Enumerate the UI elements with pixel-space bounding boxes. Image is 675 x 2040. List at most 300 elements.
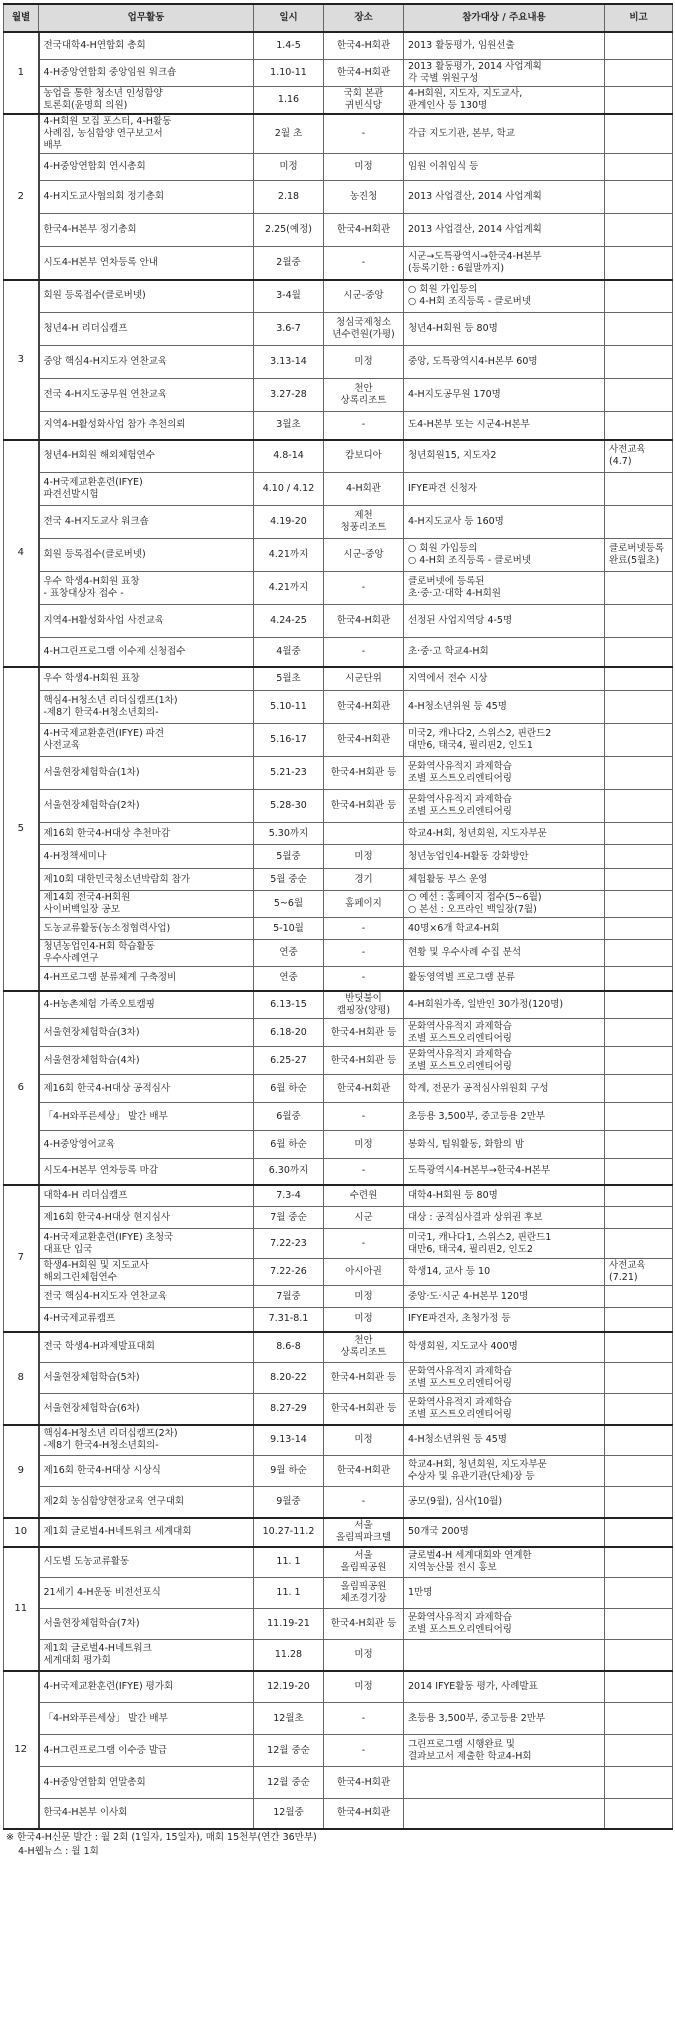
table-row (4, 1332, 673, 1363)
table-row (4, 1671, 673, 1703)
activity-cell: 전국 4-H지도공무원 연찬교육 (39, 379, 254, 412)
place-cell: 경기 (324, 869, 404, 891)
content-cell: 문화역사유적지 과제학습 조별 포스트오리엔티어링 (404, 790, 605, 823)
activity-cell: 전국 핵심4-H지도자 연찬교육 (39, 1286, 254, 1308)
place-cell: 서울 올림픽파크텔 (324, 1518, 404, 1547)
activity-cell: 「4-H와푸른세상」 발간 배부 (39, 1103, 254, 1131)
note-cell (605, 1547, 673, 1578)
footnote-webnews: 4-H웹뉴스 : 월 1회 (18, 1845, 99, 1857)
date-cell: 4.21까지 (254, 572, 324, 605)
note-cell: 사전교육(4.7) (605, 440, 673, 473)
date-cell: 6.13-15 (254, 991, 324, 1019)
place-cell: - (324, 940, 404, 967)
activity-cell: 핵심4-H청소년 리더십캠프(1차) -제8기 한국4-H청소년회의- (39, 691, 254, 724)
month-cell: 12 (4, 1671, 39, 1829)
activity-cell: 4-H중앙연합회 연시총회 (39, 154, 254, 181)
table-row (4, 346, 673, 379)
table-row (4, 1456, 673, 1487)
date-cell: 7.22-26 (254, 1259, 324, 1286)
table-row (4, 379, 673, 412)
date-cell: 5.10-11 (254, 691, 324, 724)
note-cell (605, 605, 673, 638)
place-cell: 미정 (324, 1286, 404, 1308)
table-row (4, 214, 673, 247)
content-cell: 선정된 사업지역당 4-5명 (404, 605, 605, 638)
place-cell: 천안 상록리조트 (324, 379, 404, 412)
date-cell: 10.27-11.2 (254, 1518, 324, 1547)
place-cell: 한국4-H회관 (324, 214, 404, 247)
place-cell: 한국4-H회관 (324, 691, 404, 724)
activity-cell: 전국 학생4-H과제발표대회 (39, 1332, 254, 1363)
month-cell: 11 (4, 1547, 39, 1671)
content-cell: 도특광역시4-H본부→한국4-H본부 (404, 1159, 605, 1185)
month-cell: 6 (4, 991, 39, 1185)
activity-cell: 제1회 글로벌4-H네트워크 세계대회 평가회 (39, 1640, 254, 1671)
table-row (4, 1394, 673, 1425)
activity-cell: 4-H프로그램 분류체계 구축정비 (39, 967, 254, 991)
table-row (4, 154, 673, 181)
table-row (4, 1703, 673, 1735)
place-cell: 한국4-H회관 (324, 1767, 404, 1799)
date-cell: 1.4-5 (254, 32, 324, 59)
place-cell: - (324, 1487, 404, 1518)
header-note: 비고 (605, 4, 673, 32)
content-cell: 학생14, 교사 등 10 (404, 1259, 605, 1286)
table-row (4, 1425, 673, 1456)
place-cell: 한국4-H회관 (324, 1456, 404, 1487)
place-cell: - (324, 1103, 404, 1131)
table-row (4, 724, 673, 757)
content-cell: 대학4-H회원 등 80명 (404, 1185, 605, 1207)
activity-cell: 4-H국제교환훈련(IFYE) 파견선발시험 (39, 473, 254, 506)
note-cell (605, 1159, 673, 1185)
activity-cell: 4-H중앙영어교육 (39, 1131, 254, 1159)
content-cell: 2013 사업결산, 2014 사업계획 (404, 181, 605, 214)
annual-plan-table (3, 3, 673, 1830)
activity-cell: 청년농업인4-H회 학습활동 우수사례연구 (39, 940, 254, 967)
content-cell: 미국1, 캐나다1, 스위스2, 핀란드1 대만6, 태국4, 필리핀2, 인도2 (404, 1229, 605, 1259)
date-cell: 2월 초 (254, 114, 324, 154)
activity-cell: 전국대학4-H연합회 총회 (39, 32, 254, 59)
place-cell: - (324, 918, 404, 940)
content-cell: 청년회원15, 지도자2 (404, 440, 605, 473)
activity-cell: 서울현장체험학습(5차) (39, 1363, 254, 1394)
note-cell (605, 1075, 673, 1103)
place-cell: 미정 (324, 1131, 404, 1159)
table-row (4, 247, 673, 280)
content-cell: 체험활동 부스 운영 (404, 869, 605, 891)
note-cell (605, 1286, 673, 1308)
content-cell: 도4-H본부 또는 시군4-H본부 (404, 412, 605, 440)
place-cell: 한국4-H회관 등 (324, 1363, 404, 1394)
activity-cell: 도농교류활동(농소정협력사업) (39, 918, 254, 940)
date-cell: 12.19-20 (254, 1671, 324, 1703)
place-cell: 캄보디아 (324, 440, 404, 473)
table-row (4, 1047, 673, 1075)
content-cell: 초등용 3,500부, 중고등용 2만부 (404, 1103, 605, 1131)
date-cell: 4.24-25 (254, 605, 324, 638)
content-cell: 4-H지도교사 등 160명 (404, 506, 605, 539)
date-cell: 6.18-20 (254, 1019, 324, 1047)
date-cell: 5.21-23 (254, 757, 324, 790)
table-row (4, 823, 673, 845)
note-cell (605, 1767, 673, 1799)
activity-cell: 4-H국제교환훈련(IFYE) 평가회 (39, 1671, 254, 1703)
date-cell: 6월 하순 (254, 1075, 324, 1103)
date-cell: 미정 (254, 154, 324, 181)
place-cell: 아시아권 (324, 1259, 404, 1286)
table-row (4, 32, 673, 59)
table-row (4, 790, 673, 823)
content-cell: 공모(9월), 심사(10월) (404, 1487, 605, 1518)
content-cell: 미국2, 캐나다2, 스위스2, 핀란드2 대만6, 태국4, 필리핀2, 인도1 (404, 724, 605, 757)
note-cell (605, 313, 673, 346)
content-cell: 학계, 전문가 공적심사위원회 구성 (404, 1075, 605, 1103)
date-cell: 2.18 (254, 181, 324, 214)
table-row (4, 638, 673, 667)
table-header-row (4, 4, 673, 32)
activity-cell: 제16회 한국4-H대상 시상식 (39, 1456, 254, 1487)
table-row (4, 1103, 673, 1131)
date-cell: 12월중 (254, 1799, 324, 1829)
table-row (4, 940, 673, 967)
place-cell: 시군단위 (324, 667, 404, 691)
content-cell: 청년농업인4-H활동 강화방안 (404, 845, 605, 869)
activity-cell: 「4-H와푸른세상」 발간 배부 (39, 1703, 254, 1735)
content-cell: 활동영역별 프로그램 분류 (404, 967, 605, 991)
date-cell: 5~6월 (254, 891, 324, 918)
table-row (4, 506, 673, 539)
date-cell: 5.28-30 (254, 790, 324, 823)
content-cell: 문화역사유적지 과제학습 조별 포스트오리엔티어링 (404, 1394, 605, 1425)
content-cell: 임원 이취임식 등 (404, 154, 605, 181)
table-row (4, 967, 673, 991)
content-cell: 문화역사유적지 과제학습 조별 포스트오리엔티어링 (404, 1609, 605, 1640)
content-cell: 초등용 3,500부, 중고등용 2만부 (404, 1703, 605, 1735)
activity-cell: 제2회 농심함양현장교육 연구대회 (39, 1487, 254, 1518)
table-row (4, 691, 673, 724)
header-date: 일시 (254, 4, 324, 32)
content-cell: 글로벌4-H 세계대회와 연계한 지역농산물 전시 홍보 (404, 1547, 605, 1578)
place-cell: 미정 (324, 1308, 404, 1332)
note-cell (605, 638, 673, 667)
table-body (4, 32, 673, 1829)
date-cell: 1.16 (254, 86, 324, 114)
table-row (4, 1609, 673, 1640)
content-cell: 중앙·도·시군 4-H본부 120명 (404, 1286, 605, 1308)
note-cell (605, 823, 673, 845)
content-cell (404, 1640, 605, 1671)
activity-cell: 시도별 도농교류활동 (39, 1547, 254, 1578)
content-cell: IFYE파견 신청자 (404, 473, 605, 506)
place-cell: 국회 본관 귀빈식당 (324, 86, 404, 114)
table-row (4, 181, 673, 214)
date-cell: 3-4월 (254, 280, 324, 313)
note-cell (605, 1229, 673, 1259)
date-cell: 7.3-4 (254, 1185, 324, 1207)
note-cell (605, 181, 673, 214)
place-cell: 미정 (324, 154, 404, 181)
content-cell: 클로버넷에 등록된 초·중·고·대학 4-H회원 (404, 572, 605, 605)
activity-cell: 제14회 전국4-H회원 사이버백일장 공모 (39, 891, 254, 918)
date-cell: 9.13-14 (254, 1425, 324, 1456)
note-cell (605, 1363, 673, 1394)
note-cell (605, 86, 673, 114)
activity-cell: 한국4-H본부 정기총회 (39, 214, 254, 247)
date-cell: 12월 중순 (254, 1767, 324, 1799)
place-cell (324, 823, 404, 845)
place-cell: 천안 상록리조트 (324, 1332, 404, 1363)
date-cell: 6.30까지 (254, 1159, 324, 1185)
table-row (4, 1578, 673, 1609)
date-cell: 1.10-11 (254, 59, 324, 86)
content-cell: 문화역사유적지 과제학습 조별 포스트오리엔티어링 (404, 757, 605, 790)
note-cell (605, 1425, 673, 1456)
place-cell: - (324, 572, 404, 605)
table-row (4, 440, 673, 473)
note-cell (605, 691, 673, 724)
header-month: 월별 (4, 4, 39, 32)
date-cell: 11. 1 (254, 1547, 324, 1578)
note-cell (605, 869, 673, 891)
month-cell: 4 (4, 440, 39, 667)
table-row (4, 757, 673, 790)
date-cell: 5월중 (254, 845, 324, 869)
activity-cell: 4-H국제교류캠프 (39, 1308, 254, 1332)
date-cell: 8.20-22 (254, 1363, 324, 1394)
date-cell: 8.27-29 (254, 1394, 324, 1425)
place-cell: 농진청 (324, 181, 404, 214)
table-row (4, 86, 673, 114)
date-cell: 5-10월 (254, 918, 324, 940)
table-row (4, 869, 673, 891)
footnotes (0, 1832, 675, 1858)
place-cell: 올림픽공원 체조경기장 (324, 1578, 404, 1609)
note-cell (605, 114, 673, 154)
table-row (4, 1075, 673, 1103)
date-cell: 4.8-14 (254, 440, 324, 473)
place-cell: - (324, 1735, 404, 1767)
place-cell: 미정 (324, 1425, 404, 1456)
activity-cell: 4-H회원 모집 포스터, 4-H활동 사례집, 농심함양 연구보고서 배부 (39, 114, 254, 154)
date-cell: 9월중 (254, 1487, 324, 1518)
note-cell (605, 379, 673, 412)
place-cell: 미정 (324, 1671, 404, 1703)
table-row (4, 1487, 673, 1518)
month-cell: 1 (4, 32, 39, 114)
activity-cell: 서울현장체험학습(1차) (39, 757, 254, 790)
header-place: 장소 (324, 4, 404, 32)
note-cell: 사전교육(7.21) (605, 1259, 673, 1286)
activity-cell: 4-H농촌체험 가족오토캠핑 (39, 991, 254, 1019)
content-cell: 2013 활동평가, 임원선출 (404, 32, 605, 59)
date-cell: 3.27-28 (254, 379, 324, 412)
content-cell: 4-H청소년위원 등 45명 (404, 691, 605, 724)
note-cell (605, 1799, 673, 1829)
content-cell: IFYE파견자, 초청가정 등 (404, 1308, 605, 1332)
table-row (4, 1640, 673, 1671)
date-cell: 연중 (254, 967, 324, 991)
note-cell (605, 891, 673, 918)
note-cell (605, 1456, 673, 1487)
date-cell: 3.6-7 (254, 313, 324, 346)
note-cell (605, 247, 673, 280)
place-cell: 서울 올림픽공원 (324, 1547, 404, 1578)
activity-cell: 제16회 한국4-H대상 현지심사 (39, 1207, 254, 1229)
date-cell: 12월초 (254, 1703, 324, 1735)
activity-cell: 서울현장체험학습(6차) (39, 1394, 254, 1425)
content-cell: 문화역사유적지 과제학습 조별 포스트오리엔티어링 (404, 1363, 605, 1394)
place-cell: - (324, 638, 404, 667)
date-cell: 2.25(예정) (254, 214, 324, 247)
place-cell: 청심국제청소 년수련원(가평) (324, 313, 404, 346)
date-cell: 8.6-8 (254, 1332, 324, 1363)
table-row (4, 845, 673, 869)
content-cell: 2013 활동평가, 2014 사업계획 각 국별 위원구성 (404, 59, 605, 86)
note-cell (605, 154, 673, 181)
place-cell: - (324, 1229, 404, 1259)
note-cell (605, 1207, 673, 1229)
content-cell: 학교4-H회, 청년회원, 지도자부문 수상자 및 유관기관(단체)장 등 (404, 1456, 605, 1487)
table-row (4, 412, 673, 440)
date-cell: 11. 1 (254, 1578, 324, 1609)
date-cell: 7.31-8.1 (254, 1308, 324, 1332)
activity-cell: 제16회 한국4-H대상 공적심사 (39, 1075, 254, 1103)
footnote-newspaper: ※ 한국4-H신문 발간 : 월 2회 (1일자, 15일자), 매회 15천부(연간 36만부) (6, 1831, 317, 1843)
place-cell: 한국4-H회관 등 (324, 757, 404, 790)
note-cell (605, 1131, 673, 1159)
note-cell (605, 1518, 673, 1547)
content-cell: 초·중·고 학교4-H회 (404, 638, 605, 667)
date-cell: 4월중 (254, 638, 324, 667)
place-cell: - (324, 412, 404, 440)
place-cell: - (324, 114, 404, 154)
table-row (4, 473, 673, 506)
content-cell: 40명×6개 학교4-H회 (404, 918, 605, 940)
place-cell: 홈페이지 (324, 891, 404, 918)
content-cell: 2014 IFYE활동 평가, 사례발표 (404, 1671, 605, 1703)
place-cell: - (324, 247, 404, 280)
table-row (4, 114, 673, 154)
activity-cell: 전국 4-H지도교사 워크숍 (39, 506, 254, 539)
note-cell (605, 1578, 673, 1609)
note-cell (605, 32, 673, 59)
table-row (4, 918, 673, 940)
content-cell: 50개국 200명 (404, 1518, 605, 1547)
note-cell (605, 412, 673, 440)
note-cell (605, 667, 673, 691)
place-cell: 시군-중앙 (324, 280, 404, 313)
note-cell (605, 940, 673, 967)
note-cell (605, 724, 673, 757)
note-cell (605, 1332, 673, 1363)
note-cell (605, 918, 673, 940)
table-row (4, 1131, 673, 1159)
content-cell: 중앙, 도특광역시4-H본부 60명 (404, 346, 605, 379)
table-row (4, 605, 673, 638)
month-cell: 8 (4, 1332, 39, 1425)
content-cell: ○ 회원 가입등의 ○ 4-H회 조직등록 - 클로버넷 (404, 539, 605, 572)
table-row (4, 1308, 673, 1332)
note-cell (605, 1185, 673, 1207)
content-cell: 문화역사유적지 과제학습 조별 포스트오리엔티어링 (404, 1019, 605, 1047)
note-cell (605, 1735, 673, 1767)
date-cell: 11.28 (254, 1640, 324, 1671)
table-row (4, 1159, 673, 1185)
date-cell: 2월중 (254, 247, 324, 280)
activity-cell: 우수 학생4-H회원 표창 - 표창대상자 접수 - (39, 572, 254, 605)
activity-cell: 회원 등록접수(클로버넷) (39, 280, 254, 313)
note-cell (605, 572, 673, 605)
activity-cell: 지역4-H활성화사업 참가 추천의뢰 (39, 412, 254, 440)
date-cell: 6.25-27 (254, 1047, 324, 1075)
activity-cell: 회원 등록접수(클로버넷) (39, 539, 254, 572)
place-cell: 시군-중앙 (324, 539, 404, 572)
activity-cell: 중앙 핵심4-H지도자 연찬교육 (39, 346, 254, 379)
activity-cell: 서울현장체험학습(2차) (39, 790, 254, 823)
place-cell: 제천 청풍리조트 (324, 506, 404, 539)
activity-cell: 시도4-H본부 연차등록 마감 (39, 1159, 254, 1185)
date-cell: 7.22-23 (254, 1229, 324, 1259)
date-cell: 12월 중순 (254, 1735, 324, 1767)
note-cell (605, 845, 673, 869)
place-cell: 한국4-H회관 (324, 59, 404, 86)
content-cell: ○ 회원 가입등의 ○ 4-H회 조직등록 - 클로버넷 (404, 280, 605, 313)
month-cell: 9 (4, 1425, 39, 1518)
content-cell: 그린프로그램 시행완료 및 결과보고서 제출한 학교4-H회 (404, 1735, 605, 1767)
content-cell: 학생회원, 지도교사 400명 (404, 1332, 605, 1363)
activity-cell: 핵심4-H청소년 리더십캠프(2차) -제8기 한국4-H청소년회의- (39, 1425, 254, 1456)
content-cell: 학교4-H회, 청년회원, 지도자부문 (404, 823, 605, 845)
note-cell (605, 967, 673, 991)
note-cell (605, 473, 673, 506)
note-cell (605, 506, 673, 539)
header-activity: 업무활동 (39, 4, 254, 32)
place-cell: 한국4-H회관 등 (324, 1019, 404, 1047)
content-cell: 4-H청소년위원 등 45명 (404, 1425, 605, 1456)
content-cell (404, 1799, 605, 1829)
place-cell: 미정 (324, 346, 404, 379)
date-cell: 7월중 (254, 1286, 324, 1308)
date-cell: 3월초 (254, 412, 324, 440)
table-row (4, 539, 673, 572)
place-cell: 시군 (324, 1207, 404, 1229)
table-row (4, 1518, 673, 1547)
activity-cell: 4-H중앙연합회 중앙임원 워크숍 (39, 59, 254, 86)
activity-cell: 4-H그린프로그램 이수증 발급 (39, 1735, 254, 1767)
table-row (4, 1767, 673, 1799)
note-cell (605, 1308, 673, 1332)
date-cell: 9월 하순 (254, 1456, 324, 1487)
date-cell: 4.21까지 (254, 539, 324, 572)
activity-cell: 4-H그린프로그램 이수제 신청접수 (39, 638, 254, 667)
date-cell: 4.19-20 (254, 506, 324, 539)
date-cell: 연중 (254, 940, 324, 967)
place-cell: 한국4-H회관 (324, 1075, 404, 1103)
place-cell: 한국4-H회관 등 (324, 790, 404, 823)
note-cell (605, 59, 673, 86)
content-cell: ○ 예선 : 홈페이지 접수(5~6월) ○ 본선 : 오프라인 백일장(7월) (404, 891, 605, 918)
content-cell: 문화역사유적지 과제학습 조별 포스트오리엔티어링 (404, 1047, 605, 1075)
table-row (4, 313, 673, 346)
month-cell: 3 (4, 280, 39, 440)
activity-cell: 4-H국제교환훈련(IFYE) 초청국 대표단 입국 (39, 1229, 254, 1259)
date-cell: 5월초 (254, 667, 324, 691)
activity-cell: 서울현장체험학습(7차) (39, 1609, 254, 1640)
date-cell: 3.13-14 (254, 346, 324, 379)
note-cell (605, 1640, 673, 1671)
note-cell (605, 280, 673, 313)
